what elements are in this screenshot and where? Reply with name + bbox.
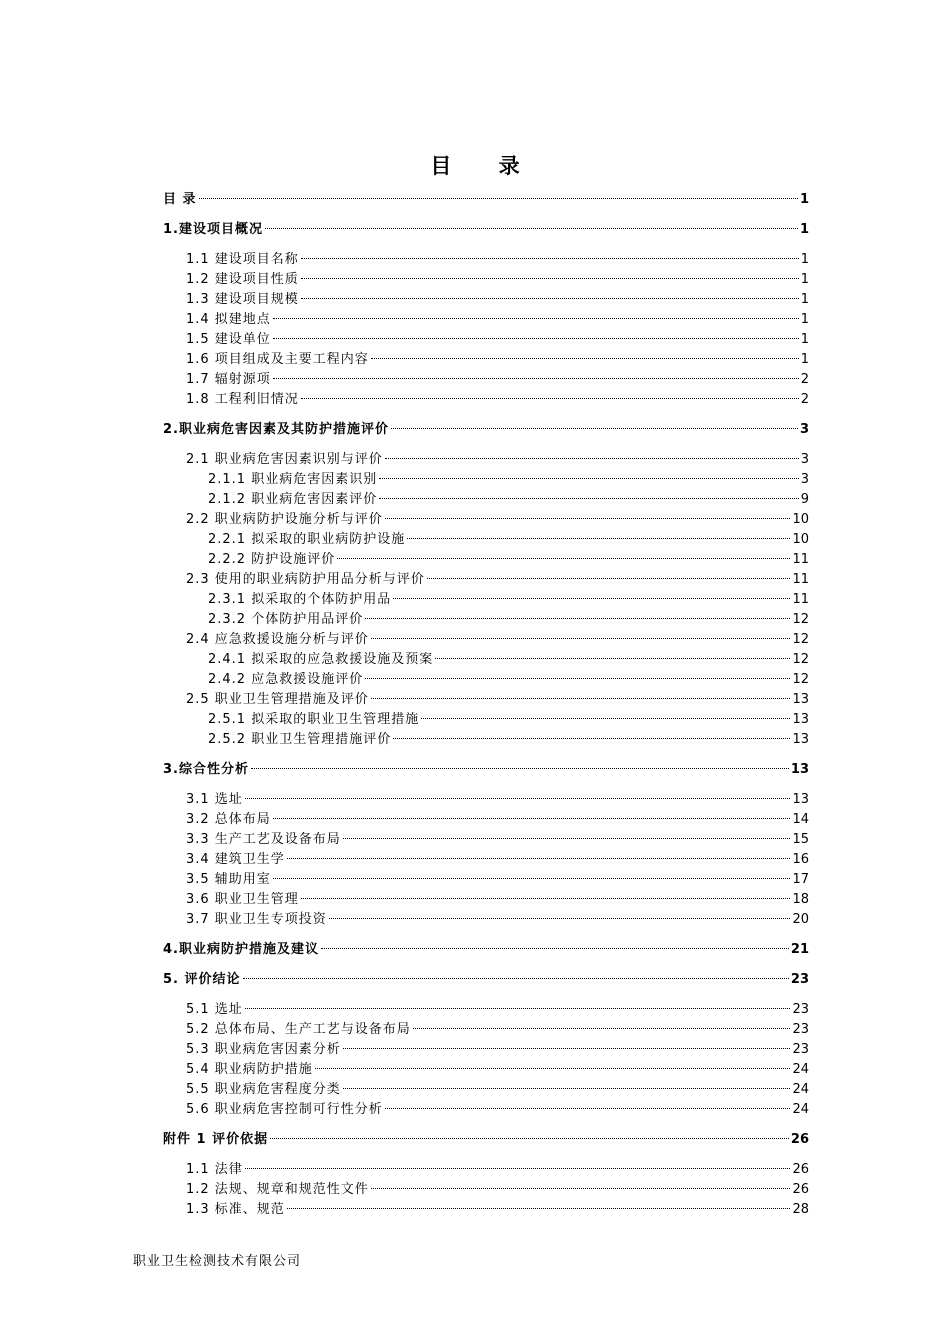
toc-entry[interactable] <box>163 370 809 390</box>
toc-entry-page-number: 23 <box>792 1002 809 1017</box>
toc-entry-title: 2.1.1 职业病危害因素识别 <box>208 472 378 487</box>
toc-entry-page-number: 13 <box>792 792 809 807</box>
toc-entry[interactable] <box>163 690 809 710</box>
toc-entry-title: 1.建设项目概况 <box>163 222 263 237</box>
toc-entry-title: 3.4 建筑卫生学 <box>186 852 285 867</box>
toc-entry-page-number: 10 <box>792 532 809 547</box>
toc-entry-title: 2.1.2 职业病危害因素评价 <box>208 492 378 507</box>
toc-entry-page-number: 1 <box>799 192 809 207</box>
toc-entry-page-number: 26 <box>792 1182 809 1197</box>
toc-entry-page-number: 21 <box>790 942 809 957</box>
toc-entry[interactable] <box>163 330 809 350</box>
toc-entry-page-number: 23 <box>790 972 809 987</box>
toc-dot-leader <box>321 948 789 949</box>
toc-entry[interactable] <box>163 350 809 370</box>
toc-entry[interactable] <box>163 1000 809 1020</box>
toc-entry[interactable] <box>163 1200 809 1220</box>
toc-entry[interactable] <box>163 790 809 810</box>
toc-entry-page-number: 13 <box>792 712 809 727</box>
toc-entry[interactable] <box>163 1180 809 1200</box>
toc-dot-leader <box>343 1048 791 1049</box>
toc-entry-page-number: 1 <box>800 272 809 287</box>
toc-entry-title: 3.1 选址 <box>186 792 243 807</box>
toc-entry-title: 1.7 辐射源项 <box>186 372 271 387</box>
toc-entry-page-number: 11 <box>792 592 809 607</box>
toc-entry-title: 5.1 选址 <box>186 1002 243 1017</box>
toc-entry-title: 2.2 职业病防护设施分析与评价 <box>186 512 383 527</box>
toc-entry-page-number: 3 <box>800 472 809 487</box>
toc-entry-title: 1.4 拟建地点 <box>186 312 271 327</box>
toc-entry-title: 1.5 建设单位 <box>186 332 271 347</box>
toc-dot-leader <box>393 738 790 739</box>
toc-entry-title: 1.3 建设项目规模 <box>186 292 299 307</box>
toc-entry-page-number: 23 <box>792 1022 809 1037</box>
toc-entry-title: 2.5.2 职业卫生管理措施评价 <box>208 732 392 747</box>
toc-entry[interactable] <box>163 710 809 730</box>
toc-entry-page-number: 28 <box>792 1202 809 1217</box>
toc-entry[interactable] <box>163 310 809 330</box>
toc-entry-page-number: 1 <box>800 352 809 367</box>
toc-dot-leader <box>245 1008 791 1009</box>
toc-dot-leader <box>413 1028 791 1029</box>
toc-entry-page-number: 20 <box>792 912 809 927</box>
toc-entry[interactable] <box>163 830 809 850</box>
toc-entry-page-number: 13 <box>790 762 809 777</box>
toc-dot-leader <box>301 898 791 899</box>
toc-entry[interactable] <box>163 570 809 590</box>
toc-entry-title: 5.3 职业病危害因素分析 <box>186 1042 341 1057</box>
toc-dot-leader <box>343 838 791 839</box>
toc-entry-title: 4.职业病防护措施及建议 <box>163 942 319 957</box>
toc-entry-page-number: 14 <box>792 812 809 827</box>
toc-entry[interactable] <box>163 250 809 270</box>
toc-entry[interactable] <box>163 650 809 670</box>
toc-entry-title: 目 录 <box>163 192 197 207</box>
toc-dot-leader <box>273 318 799 319</box>
toc-entry[interactable] <box>163 730 809 750</box>
toc-entry[interactable] <box>163 1160 809 1180</box>
toc-dot-leader <box>329 918 791 919</box>
toc-entry-title: 5.2 总体布局、生产工艺与设备布局 <box>186 1022 411 1037</box>
toc-entry-title: 1.2 建设项目性质 <box>186 272 299 287</box>
table-of-contents <box>163 190 809 1220</box>
toc-dot-leader <box>287 858 791 859</box>
toc-entry[interactable] <box>163 1100 809 1120</box>
toc-entry-title: 1.8 工程利旧情况 <box>186 392 299 407</box>
toc-dot-leader <box>273 818 791 819</box>
toc-entry-page-number: 1 <box>800 292 809 307</box>
toc-entry-page-number: 12 <box>792 652 809 667</box>
toc-entry-title: 5.5 职业病危害程度分类 <box>186 1082 341 1097</box>
toc-entry-page-number: 23 <box>792 1042 809 1057</box>
toc-dot-leader <box>379 478 799 479</box>
toc-entry-title: 1.1 建设项目名称 <box>186 252 299 267</box>
toc-entry-title: 2.3.2 个体防护用品评价 <box>208 612 364 627</box>
toc-entry[interactable] <box>163 550 809 570</box>
toc-entry[interactable] <box>163 870 809 890</box>
toc-entry[interactable] <box>163 490 809 510</box>
toc-entry-page-number: 11 <box>792 552 809 567</box>
toc-entry-page-number: 24 <box>792 1082 809 1097</box>
toc-entry-page-number: 2 <box>800 392 809 407</box>
toc-entry[interactable] <box>163 810 809 830</box>
toc-entry[interactable] <box>163 940 809 960</box>
toc-entry-title: 1.2 法规、规章和规范性文件 <box>186 1182 369 1197</box>
toc-dot-leader <box>435 658 790 659</box>
toc-dot-leader <box>385 458 799 459</box>
toc-entry-page-number: 26 <box>792 1162 809 1177</box>
toc-entry-page-number: 11 <box>792 572 809 587</box>
toc-entry-title: 1.6 项目组成及主要工程内容 <box>186 352 369 367</box>
toc-entry[interactable] <box>163 290 809 310</box>
toc-entry-title: 2.2.1 拟采取的职业病防护设施 <box>208 532 406 547</box>
toc-entry-title: 1.3 标准、规范 <box>186 1202 285 1217</box>
toc-dot-leader <box>273 378 799 379</box>
toc-entry[interactable] <box>163 510 809 530</box>
toc-entry-page-number: 10 <box>792 512 809 527</box>
toc-entry-page-number: 16 <box>792 852 809 867</box>
toc-dot-leader <box>393 598 790 599</box>
toc-entry-title: 2.5.1 拟采取的职业卫生管理措施 <box>208 712 420 727</box>
toc-dot-leader <box>371 698 791 699</box>
toc-entry-page-number: 24 <box>792 1102 809 1117</box>
toc-entry[interactable] <box>163 1040 809 1060</box>
toc-entry[interactable] <box>163 610 809 630</box>
toc-dot-leader <box>407 538 790 539</box>
toc-dot-leader <box>301 278 799 279</box>
toc-entry-page-number: 2 <box>800 372 809 387</box>
toc-dot-leader <box>287 1208 791 1209</box>
toc-dot-leader <box>379 498 799 499</box>
toc-entry-title: 2.4.2 应急救援设施评价 <box>208 672 364 687</box>
toc-entry-title: 2.5 职业卫生管理措施及评价 <box>186 692 369 707</box>
toc-entry-title: 1.1 法律 <box>186 1162 243 1177</box>
toc-entry-title: 2.职业病危害因素及其防护措施评价 <box>163 422 389 437</box>
toc-entry-title: 2.4 应急救援设施分析与评价 <box>186 632 369 647</box>
toc-entry-page-number: 18 <box>792 892 809 907</box>
toc-entry[interactable] <box>163 270 809 290</box>
toc-dot-leader <box>301 298 799 299</box>
toc-entry-page-number: 15 <box>792 832 809 847</box>
toc-entry-title: 3.3 生产工艺及设备布局 <box>186 832 341 847</box>
toc-entry[interactable] <box>163 850 809 870</box>
toc-entry-page-number: 12 <box>792 612 809 627</box>
toc-entry-page-number: 26 <box>790 1132 809 1147</box>
toc-entry[interactable] <box>163 970 809 990</box>
toc-entry-page-number: 13 <box>792 732 809 747</box>
toc-entry-title: 5. 评价结论 <box>163 972 241 987</box>
toc-entry[interactable] <box>163 910 809 930</box>
toc-entry-title: 3.6 职业卫生管理 <box>186 892 299 907</box>
toc-entry[interactable] <box>163 1130 809 1150</box>
toc-entry-page-number: 1 <box>799 222 809 237</box>
toc-entry-title: 2.4.1 拟采取的应急救援设施及预案 <box>208 652 434 667</box>
toc-dot-leader <box>199 198 798 199</box>
toc-entry-title: 附件 1 评价依据 <box>163 1132 269 1147</box>
toc-dot-leader <box>273 878 791 879</box>
toc-dot-leader <box>371 358 799 359</box>
toc-dot-leader <box>251 768 789 769</box>
toc-dot-leader <box>365 618 790 619</box>
toc-dot-leader <box>265 228 798 229</box>
toc-entry[interactable] <box>163 1060 809 1080</box>
toc-entry-page-number: 1 <box>800 312 809 327</box>
toc-entry[interactable] <box>163 190 809 210</box>
toc-entry-title: 2.2.2 防护设施评价 <box>208 552 336 567</box>
toc-entry[interactable] <box>163 390 809 410</box>
toc-dot-leader <box>371 1188 791 1189</box>
toc-entry-title: 2.3.1 拟采取的个体防护用品 <box>208 592 392 607</box>
toc-entry[interactable] <box>163 760 809 780</box>
toc-dot-leader <box>245 798 791 799</box>
toc-entry-page-number: 13 <box>792 692 809 707</box>
toc-entry-title: 2.3 使用的职业病防护用品分析与评价 <box>186 572 425 587</box>
toc-entry-page-number: 1 <box>800 252 809 267</box>
toc-entry-title: 3.5 辅助用室 <box>186 872 271 887</box>
toc-dot-leader <box>427 578 791 579</box>
toc-dot-leader <box>270 1138 789 1139</box>
toc-dot-leader <box>301 398 799 399</box>
toc-entry[interactable] <box>163 450 809 470</box>
toc-dot-leader <box>421 718 790 719</box>
toc-entry-title: 3.综合性分析 <box>163 762 249 777</box>
toc-dot-leader <box>301 258 799 259</box>
toc-entry-page-number: 1 <box>800 332 809 347</box>
toc-entry[interactable] <box>163 1020 809 1040</box>
toc-dot-leader <box>273 338 799 339</box>
toc-entry-title: 3.2 总体布局 <box>186 812 271 827</box>
toc-entry[interactable] <box>163 420 809 440</box>
toc-dot-leader <box>343 1088 791 1089</box>
toc-entry-title: 5.6 职业病危害控制可行性分析 <box>186 1102 383 1117</box>
toc-entry-page-number: 3 <box>800 452 809 467</box>
toc-dot-leader <box>337 558 790 559</box>
page-title: 目 录 <box>430 154 540 178</box>
toc-entry[interactable] <box>163 590 809 610</box>
toc-dot-leader <box>243 978 789 979</box>
toc-entry-title: 3.7 职业卫生专项投资 <box>186 912 327 927</box>
toc-dot-leader <box>245 1168 791 1169</box>
toc-dot-leader <box>385 1108 791 1109</box>
toc-entry[interactable] <box>163 1080 809 1100</box>
toc-entry-page-number: 9 <box>800 492 809 507</box>
toc-dot-leader <box>365 678 790 679</box>
toc-entry[interactable] <box>163 220 809 240</box>
toc-entry-page-number: 12 <box>792 632 809 647</box>
toc-entry[interactable] <box>163 470 809 490</box>
toc-entry[interactable] <box>163 890 809 910</box>
toc-entry-title: 5.4 职业病防护措施 <box>186 1062 313 1077</box>
toc-entry[interactable] <box>163 530 809 550</box>
toc-dot-leader <box>315 1068 791 1069</box>
toc-entry-title: 2.1 职业病危害因素识别与评价 <box>186 452 383 467</box>
toc-dot-leader <box>391 428 798 429</box>
toc-dot-leader <box>371 638 791 639</box>
toc-entry[interactable] <box>163 630 809 650</box>
toc-entry[interactable] <box>163 670 809 690</box>
toc-dot-leader <box>385 518 791 519</box>
toc-entry-page-number: 3 <box>799 422 809 437</box>
toc-entry-page-number: 17 <box>792 872 809 887</box>
toc-entry-page-number: 24 <box>792 1062 809 1077</box>
toc-entry-page-number: 12 <box>792 672 809 687</box>
footer-company: 职业卫生检测技术有限公司 <box>133 1254 302 1269</box>
